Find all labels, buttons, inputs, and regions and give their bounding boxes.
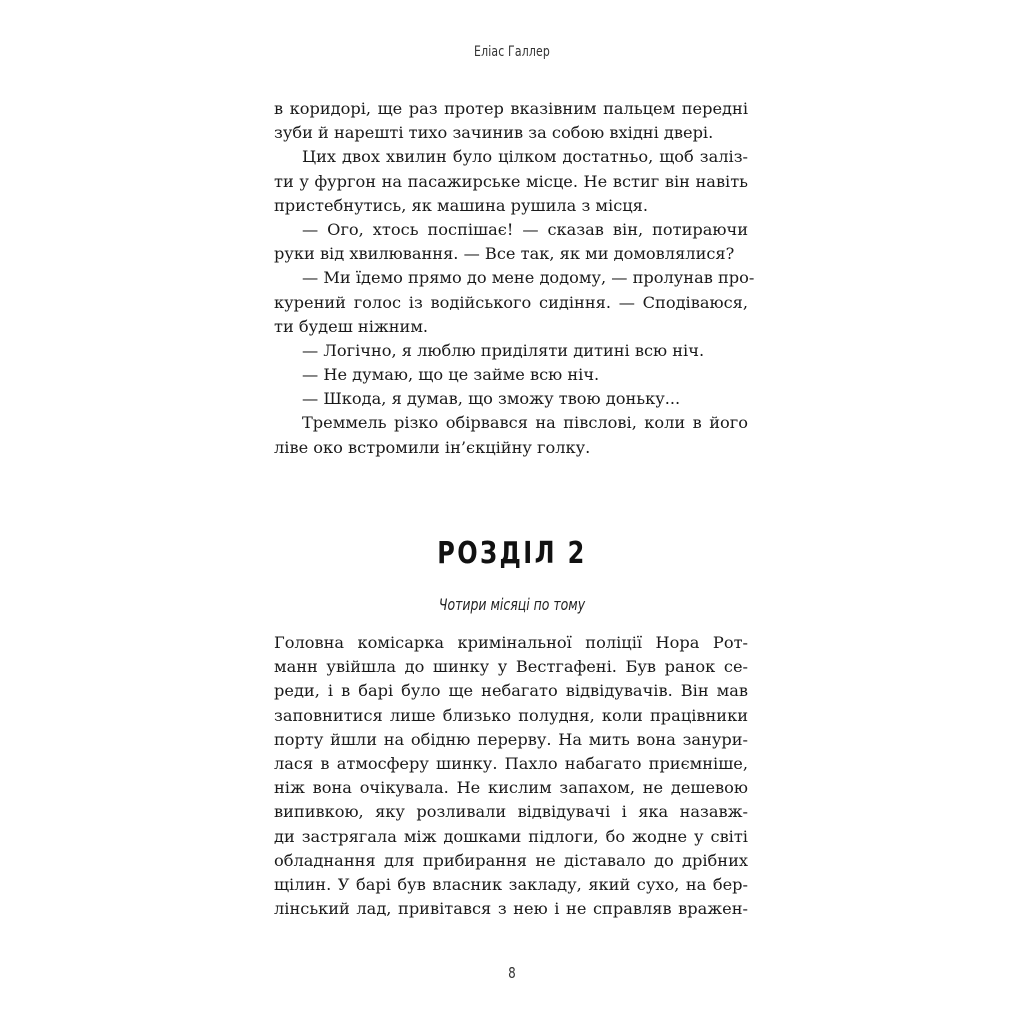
text-line: курений голос із водійського сидіння. — Сподіваюся, bbox=[274, 292, 748, 312]
text-line: випивкою, яку розливали відвідувачі і яка назавж- bbox=[274, 802, 748, 822]
text-line: — Логічно, я люблю приділяти дитині всю ніч. bbox=[302, 340, 705, 360]
text-line: ліве око встромили ін’єкційну голку. bbox=[274, 437, 591, 457]
text-block-chapter-2 bbox=[274, 631, 748, 921]
text-line: реди, і в барі було ще небагато відвідувачів. Він мав bbox=[274, 681, 748, 701]
text-line: Цих двох хвилин було цілком достатньо, щоб заліз- bbox=[302, 147, 748, 167]
text-line: обладнання для прибирання не діставало до дрібних bbox=[274, 850, 748, 870]
text-line: Треммель різко обірвався на півслові, коли в його bbox=[302, 413, 748, 433]
text-line: — Не думаю, що це займе всю ніч. bbox=[302, 365, 600, 385]
text-line: в коридорі, ще раз протер вказівним пальцем передні bbox=[274, 99, 748, 118]
text-line: ніж вона очікувала. Не кислим запахом, не дешевою bbox=[274, 778, 748, 798]
text-line: — Ми їдемо прямо до мене додому, — пролунав про- bbox=[302, 268, 755, 288]
text-line: лінський лад, привітався з нею і не справляв вражен- bbox=[274, 899, 748, 919]
text-line: заповнитися лише близько полудня, коли працівники bbox=[274, 705, 748, 725]
text-line: ти у фургон на пасажирське місце. Не встиг він навіть bbox=[274, 171, 748, 191]
text-line: манн увійшла до шинку у Вестгафені. Був ранок се- bbox=[274, 657, 748, 677]
text-line: зуби й нарешті тихо зачинив за собою вхідні двері. bbox=[274, 123, 714, 143]
text-line: лася в атмосферу шинку. Пахло набагато приємніше, bbox=[274, 753, 748, 773]
text-line: руки від хвилювання. — Все так, як ми домовлялися? bbox=[274, 244, 735, 264]
text-line: ти будеш ніжним. bbox=[274, 316, 429, 336]
page-number: 8 bbox=[508, 964, 516, 982]
text-line: — Шкода, я думав, що зможу твою доньку... bbox=[302, 389, 681, 409]
chapter-subtitle: Чотири місяці по тому bbox=[438, 595, 586, 614]
text-block-chapter-end bbox=[274, 97, 755, 460]
text-line: ди застрягала між дошками підлоги, бо жодне у світі bbox=[274, 826, 748, 846]
text-line: порту йшли на обідню перерву. На мить вона занури- bbox=[274, 729, 748, 749]
running-head-author: Еліас Галлер bbox=[474, 44, 550, 60]
text-line: Головна комісарка кримінальної поліції Нора Рот- bbox=[274, 633, 748, 652]
text-line: — Ого, хтось поспішає! — сказав він, потираючи bbox=[302, 219, 748, 239]
chapter-title: РОЗДІЛ 2 bbox=[437, 536, 587, 571]
text-line: щілин. У барі був власник закладу, який сухо, на бер- bbox=[274, 874, 748, 894]
text-line: пристебнутись, як машина рушила з місця. bbox=[274, 195, 649, 215]
